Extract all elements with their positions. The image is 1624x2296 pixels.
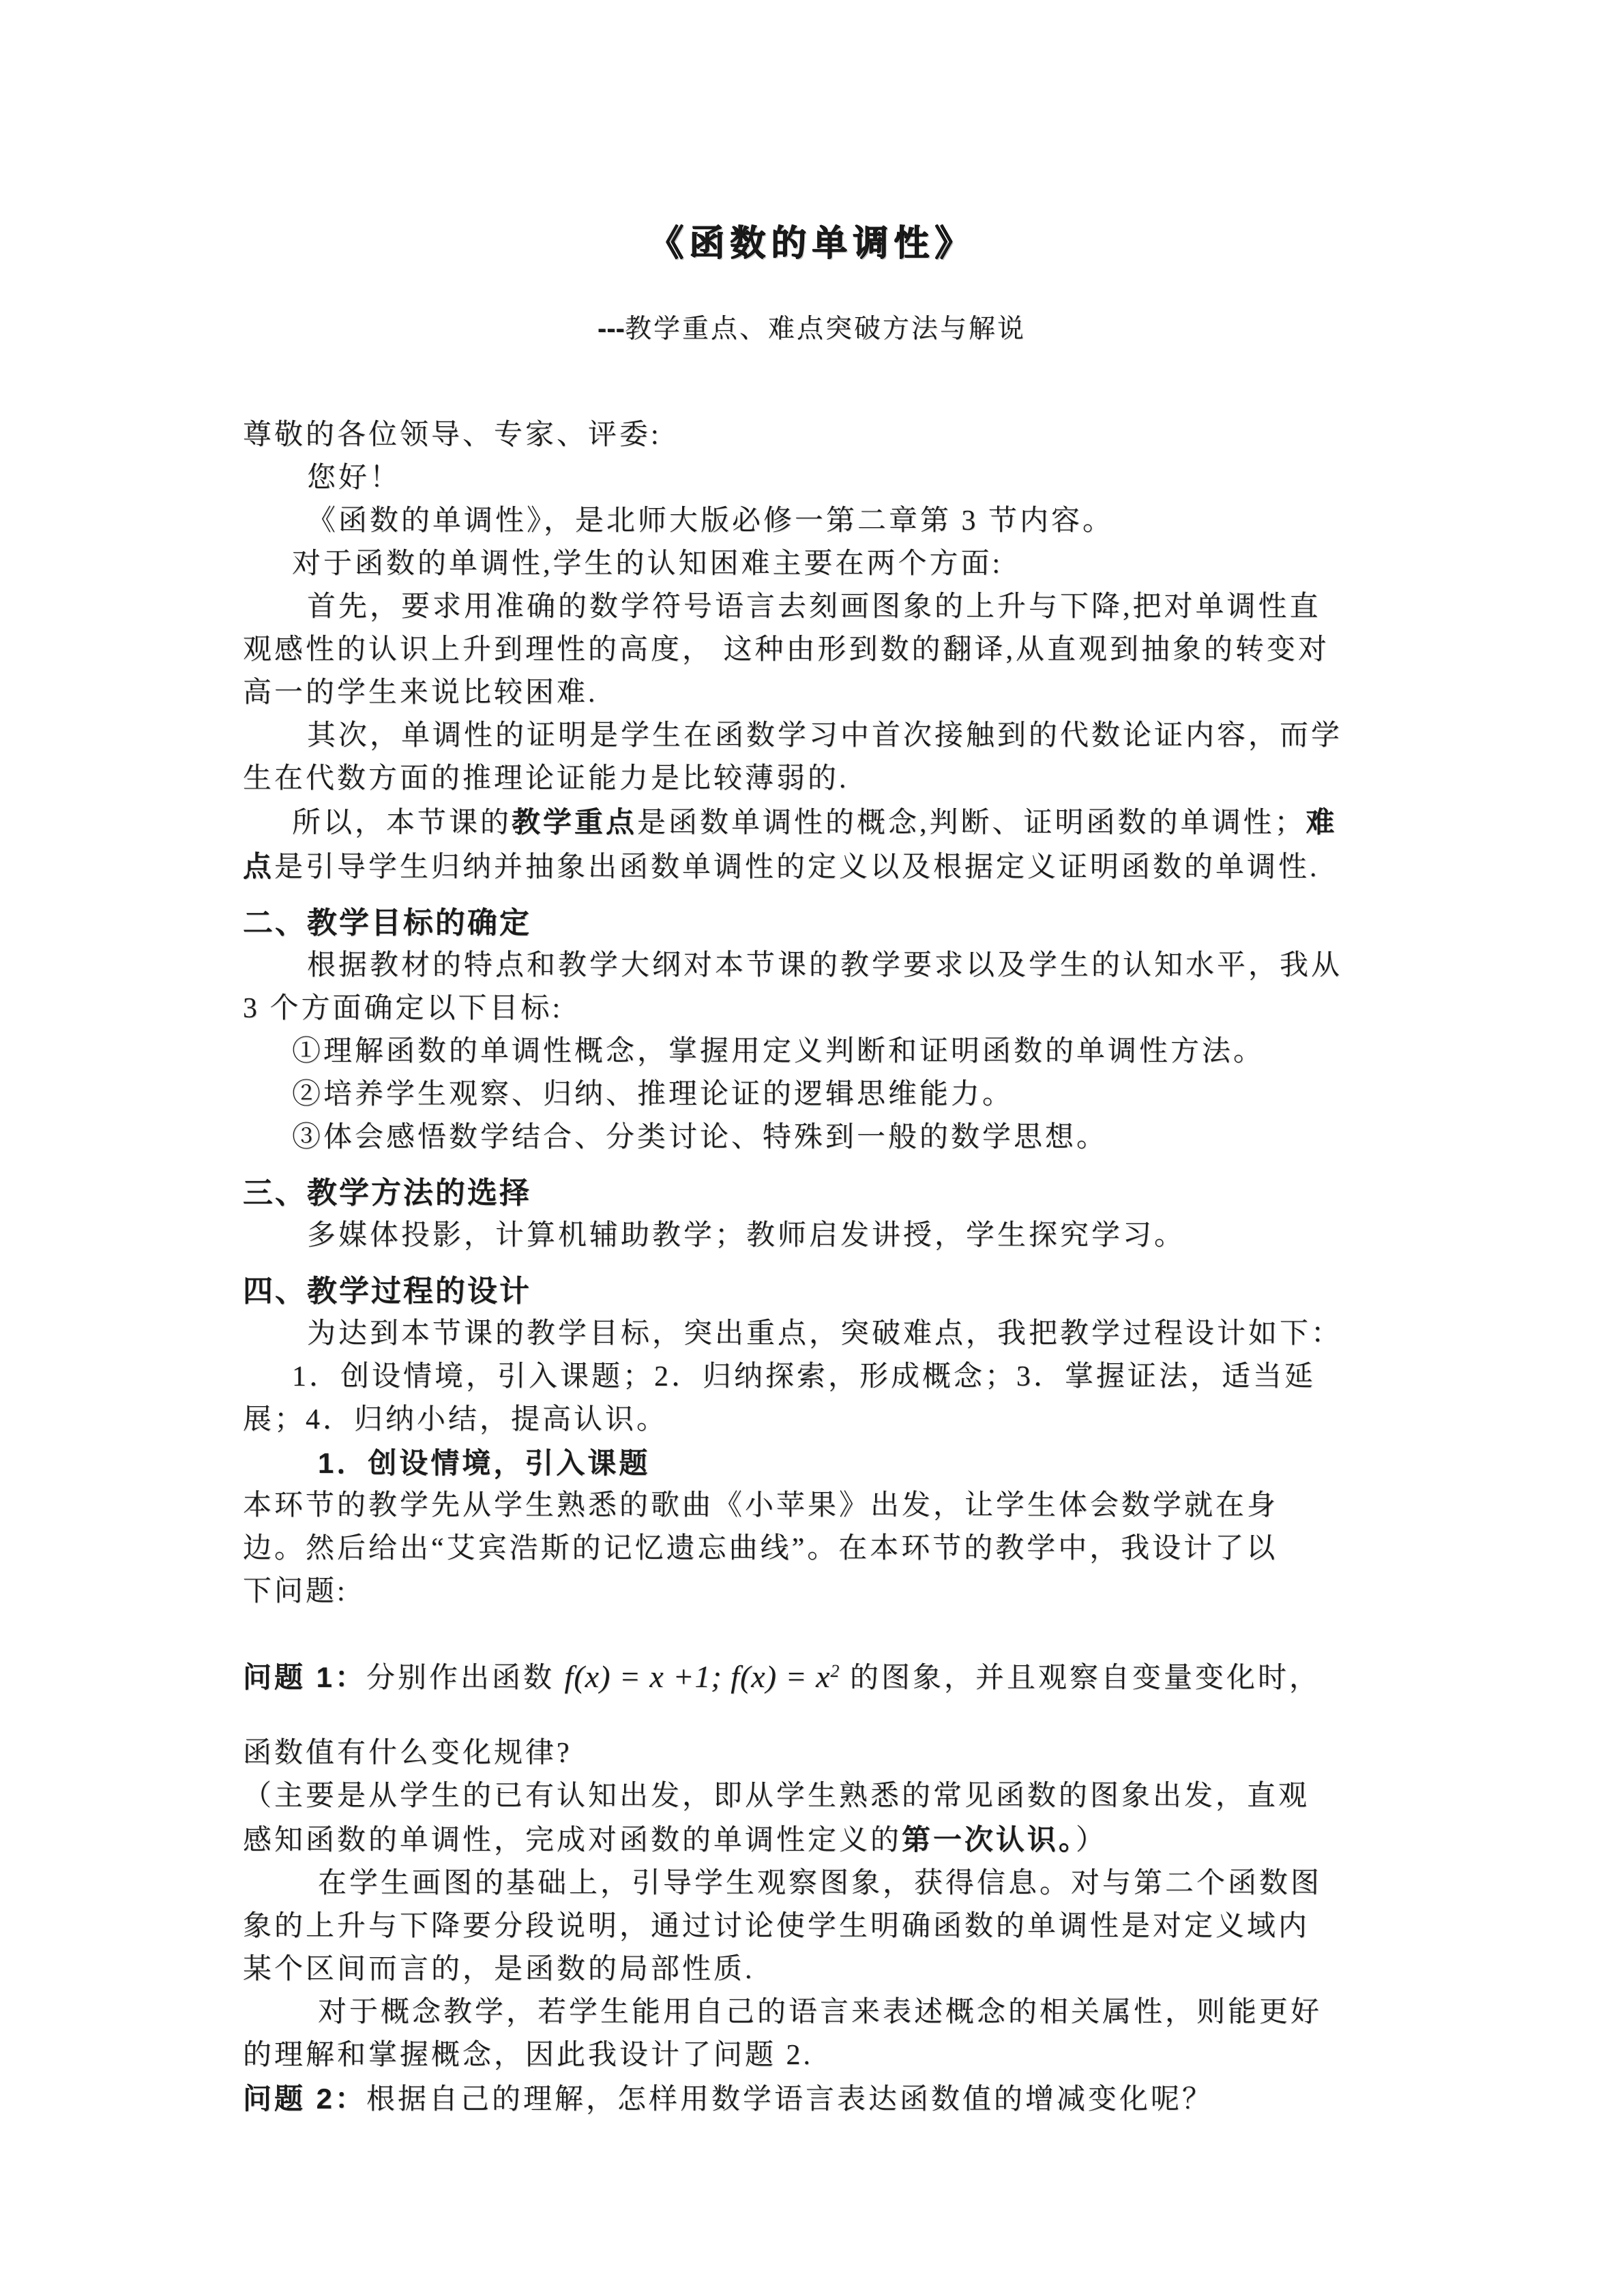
text-line: [243, 1116, 1381, 1159]
text-run: 的图象，并且观察自变量变化时，: [840, 1663, 1321, 1694]
text-run: （主要是从学生的已有认知出发，即从学生熟悉的常见函数的图象出发，直观: [243, 1780, 1310, 1812]
text-line: [243, 715, 1381, 758]
text-run: 象的上升与下降要分段说明，通过讨论使学生明确函数的单调性是对定义域内: [243, 1911, 1310, 1942]
math-run: 2: [830, 1661, 840, 1681]
text-run: 尊敬的各位领导、专家、评委:: [243, 419, 662, 451]
text-run: 1．创设情境，引入课题；2．归纳探索，形成概念；3．掌握证法，适当延: [292, 1361, 1316, 1392]
text-run: 根据教材的特点和教学大纲对本节课的教学要求以及学生的认知水平，我从: [307, 950, 1343, 981]
text-line: [243, 543, 1381, 586]
text-line: [243, 586, 1381, 629]
text-run: 是引导学生归纳并抽象出函数单调性的定义以及根据定义证明函数的单调性.: [274, 852, 1320, 883]
text-run: 边。然后给出“艾宾浩斯的记忆遗忘曲线”。在本环节的教学中，我设计了以: [243, 1533, 1278, 1564]
text-run: 根据自己的理解，怎样用数学语言表达函数值的增减变化呢？: [366, 2084, 1214, 2115]
section-heading: [243, 1172, 1381, 1214]
text-line: [243, 672, 1381, 715]
text-run: 教学重点: [512, 806, 638, 838]
text-run: ①理解函数的单调性概念，掌握用定义判断和证明函数的单调性方法。: [292, 1036, 1265, 1067]
text-line: [243, 1399, 1381, 1442]
text-run: 展；4．归纳小结，提高认识。: [243, 1404, 668, 1435]
text-run: 您好！: [307, 462, 402, 494]
text-line: [243, 457, 1381, 500]
text-line: [243, 1862, 1381, 1905]
text-run: 为达到本节课的教学目标，突出重点，突破难点，我把教学过程设计如下：: [307, 1318, 1343, 1350]
text-line: [243, 1485, 1381, 1527]
text-line: [243, 1775, 1381, 1818]
text-run: 三、教学方法的选择: [243, 1176, 531, 1210]
text-run: 四、教学过程的设计: [243, 1274, 531, 1308]
text-run: 所以，本节课的: [292, 807, 512, 839]
text-line: [243, 629, 1381, 672]
text-line: [243, 2034, 1381, 2077]
text-line: [243, 944, 1381, 987]
text-run: 在学生画图的基础上，引导学生观察图象，获得信息。对与第二个函数图: [318, 1868, 1323, 1899]
text-line: [243, 1905, 1381, 1948]
page-subtitle: [243, 311, 1381, 347]
text-run: 1．创设情境，引入课题: [318, 1447, 651, 1479]
text-run: 《函数的单调性》，是北师大版必修一第二章第 3 节内容。: [307, 505, 1114, 537]
text-line: [243, 801, 1381, 845]
text-run: 3 个方面确定以下目标:: [243, 993, 563, 1024]
text-line: [243, 1313, 1381, 1356]
text-run: 二、教学目标的确定: [243, 906, 531, 940]
section-heading: [243, 1270, 1381, 1313]
text-run: 对于函数的单调性,学生的认知困难主要在两个方面:: [292, 548, 1003, 580]
text-line: [243, 987, 1381, 1030]
text-run: 首先，要求用准确的数学符号语言去刻画图象的上升与下降,把对单调性直: [307, 591, 1321, 623]
text-run: ③体会感悟数学结合、分类讨论、特殊到一般的数学思想。: [292, 1122, 1108, 1153]
text-line: [243, 1356, 1381, 1399]
subtitle-dash-prefix: ---: [597, 314, 625, 344]
text-line: [243, 1643, 1381, 1706]
text-run: 观感性的认识上升到理性的高度， 这种由形到数的翻译,从直观到抽象的转变对: [243, 634, 1330, 666]
text-run: 对于概念教学，若学生能用自己的语言来表述概念的相关属性，则能更好: [318, 1997, 1323, 2028]
text-run: 下问题:: [243, 1576, 348, 1607]
text-run: 是函数单调性的概念,判断、证明函数的单调性；: [637, 807, 1306, 839]
document-body: [243, 414, 1381, 2121]
sub-heading: [243, 1442, 1381, 1485]
text-run: 其次，单调性的证明是学生在函数学习中首次接触到的代数论证内容，而学: [307, 720, 1343, 751]
text-run: 问题 2：: [243, 2083, 367, 2115]
text-run: 感知函数的单调性，完成对函数的单调性定义的: [243, 1825, 902, 1856]
text-run: ）: [1076, 1825, 1108, 1856]
text-run: 第一次认识。: [902, 1823, 1076, 1855]
subtitle-text: 教学重点、难点突破方法与解说: [624, 314, 1026, 344]
text-line: [243, 2077, 1381, 2121]
text-run: 点: [243, 850, 275, 882]
text-line: [243, 414, 1381, 457]
math-run: f(x) = x +1; f(x) = x: [564, 1659, 831, 1694]
text-run: 函数值有什么变化规律?: [243, 1738, 572, 1769]
text-line: [243, 1570, 1381, 1613]
text-run: 多媒体投影，计算机辅助教学；教师启发讲授，学生探究学习。: [307, 1220, 1186, 1251]
text-line: [243, 1073, 1381, 1116]
text-line: [243, 845, 1381, 889]
text-line: [243, 758, 1381, 801]
section-heading: [243, 901, 1381, 944]
text-run: 高一的学生来说比较困难.: [243, 677, 598, 709]
text-run: ②培养学生观察、归纳、推理论证的逻辑思维能力。: [292, 1079, 1014, 1110]
text-line: [243, 1818, 1381, 1862]
text-line: [243, 1732, 1381, 1775]
text-line: [243, 1948, 1381, 1991]
text-line: [243, 500, 1381, 543]
text-run: 本环节的教学先从学生熟悉的歌曲《小苹果》出发，让学生体会数学就在身: [243, 1490, 1279, 1521]
text-run: 难: [1305, 806, 1338, 838]
text-line: [243, 1991, 1381, 2034]
text-run: 的理解和掌握概念，因此我设计了问题 2.: [243, 2040, 814, 2071]
text-line: [243, 1527, 1381, 1570]
text-line: [243, 1214, 1381, 1257]
text-run: 生在代数方面的推理论证能力是比较薄弱的.: [243, 763, 849, 794]
text-run: 问题 1：: [243, 1661, 367, 1693]
page-title: 《函数的单调性》: [647, 224, 975, 263]
text-run: 某个区间而言的，是函数的局部性质.: [243, 1954, 755, 1985]
text-run: 分别作出函数: [366, 1663, 565, 1694]
text-line: [243, 1030, 1381, 1073]
